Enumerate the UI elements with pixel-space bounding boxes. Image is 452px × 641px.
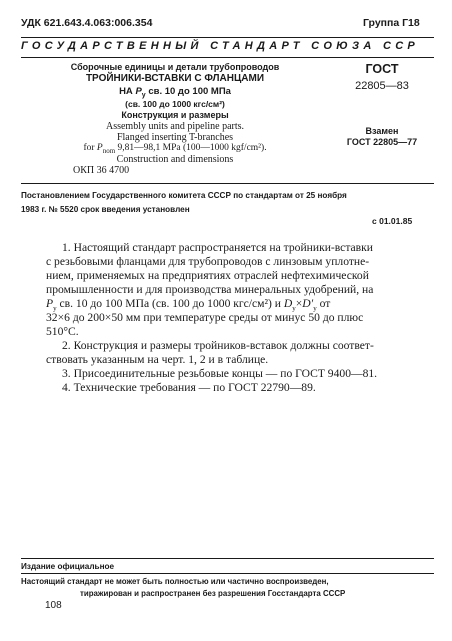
copyright-notice-line2: тиражирован и распространен без разрешения Госстандарта СССР: [80, 589, 346, 598]
p1-line3: нием, применяемых на предприятиях отраслей нефтехимической: [46, 269, 369, 282]
p1-line5-d2: D′: [302, 297, 314, 310]
title-en-line2: Flanged inserting T-branches: [116, 132, 234, 143]
p2-line2: ствовать указанным на черт. 1, 2 и в таблице.: [46, 353, 269, 366]
title-ru-line1: Сборочные единицы и детали трубопроводов: [70, 62, 280, 72]
title-ru-line3-pre: НА: [119, 86, 133, 97]
title-en-line1: Assembly units and pipeline parts.: [105, 121, 245, 132]
okp-code: ОКП 36 4700: [73, 165, 130, 176]
copyright-notice-line1: Настоящий стандарт не может быть полностью или частично воспроизведен,: [21, 577, 329, 586]
title-en-line3-p: P: [96, 143, 103, 153]
title-en-line3-post: 9,81—98,1 MPa (100—1000 kgf/cm²).: [117, 143, 267, 153]
title-ru-line5: Конструкция и размеры: [121, 110, 229, 120]
title-ru-line3-p: P: [135, 86, 142, 97]
p1-line5-p: P: [46, 297, 54, 310]
gost-label: ГОСТ: [365, 62, 399, 76]
title-en-line4: Construction and dimensions: [116, 154, 234, 165]
footer-rule-2: [21, 573, 434, 574]
title-ru-line4: (св. 100 до 1000 кгс/см²): [125, 99, 225, 109]
replace-label: Взамен: [365, 126, 399, 136]
p1-line4: промышленности и для производства минеральных удобрений, на: [46, 283, 374, 296]
p1-line2: с резьбовыми фланцами для трубопроводов с линзовым уплотне-: [46, 255, 370, 268]
p1-line5-d2-sub: y: [313, 304, 317, 313]
title-en-line3-sub: nom: [102, 146, 116, 155]
p1-line5: [46, 297, 331, 313]
header-rule-bottom: [21, 57, 434, 58]
standard-title: ГОСУДАРСТВЕННЫЙ СТАНДАРТ СОЮЗА ССР: [21, 40, 420, 52]
title-ru-line2: ТРОЙНИКИ-ВСТАВКИ С ФЛАНЦАМИ: [85, 73, 265, 84]
title-block-rule: [21, 183, 434, 184]
p1-line7: 510°С.: [46, 325, 79, 338]
p1-line5-post: от: [319, 297, 331, 310]
p1-line1: 1. Настоящий стандарт распространяется на тройники-вставки: [62, 241, 373, 254]
title-ru-line3-post: св. 10 до 100 МПа: [148, 86, 231, 97]
header-rule-top: [21, 37, 434, 38]
title-en-line3: [70, 143, 280, 154]
title-block: [70, 62, 280, 165]
decree-line2: 1983 г. № 5520 срок введения установлен: [21, 205, 190, 214]
p1-line5-p-sub: y: [53, 304, 57, 313]
p1-line5-times: ×: [295, 297, 303, 310]
p4: 4. Технические требования — по ГОСТ 22790—89.: [62, 381, 316, 394]
decree-line1: Постановлением Государственного комитета СССР по стандартам от 25 ноября: [21, 191, 347, 200]
p1-line5-d1-sub: y: [292, 304, 296, 313]
replaced-standard: ГОСТ 22805—77: [346, 137, 418, 147]
title-ru-line3-sub: у: [141, 91, 146, 99]
p1-line5-mid: св. 10 до 100 МПа (св. 100 до 1000 кгс/см²) и: [59, 297, 281, 310]
p1-line6: 32×6 до 200×50 мм при температуре среды от минус 50 до плюс: [46, 311, 364, 324]
decree-date: с 01.01.85: [372, 216, 413, 226]
p2-line1: 2. Конструкция и размеры тройников-вставок должны соответ-: [62, 339, 374, 352]
title-en-line3-pre: for: [83, 143, 95, 153]
group-code: Группа Г18: [363, 17, 420, 29]
title-ru-line3: [70, 85, 280, 98]
p1-line5-d1: D: [283, 297, 293, 310]
p3: 3. Присоединительные резьбовые концы — по ГОСТ 9400—81.: [62, 367, 378, 380]
edition-label: Издание официальное: [21, 562, 115, 571]
footer-rule: [21, 558, 434, 559]
gost-number: 22805—83: [355, 80, 409, 92]
udk-code: УДК 621.643.4.063:006.354: [21, 17, 153, 29]
page-number: 108: [45, 600, 62, 611]
